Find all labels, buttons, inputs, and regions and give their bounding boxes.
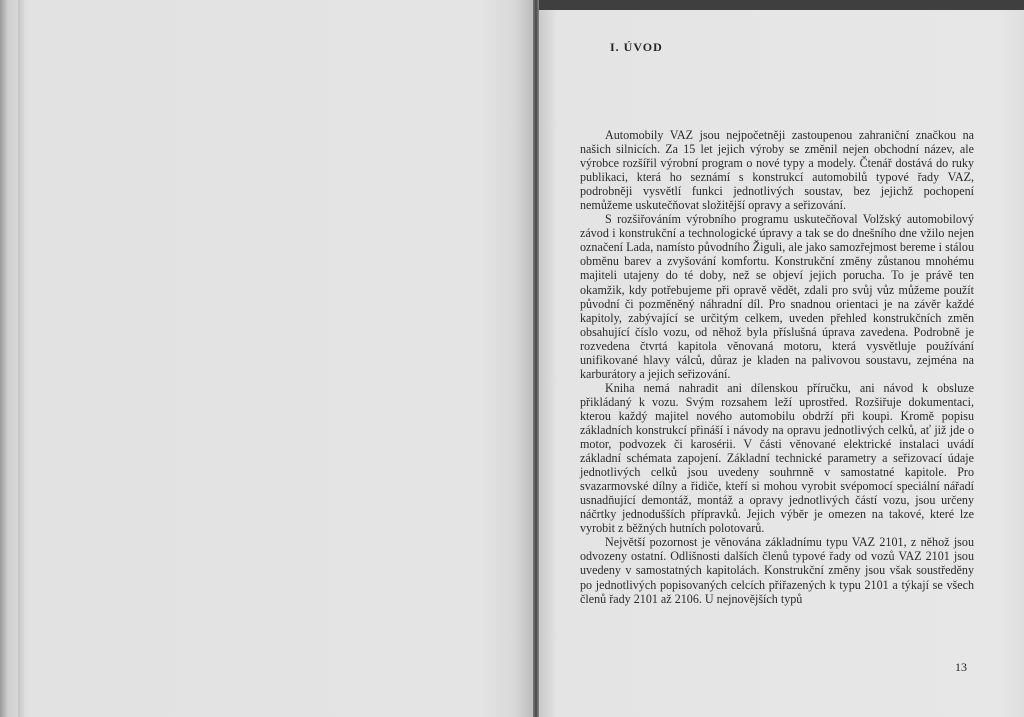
- paragraph-1: Automobily VAZ jsou nejpočetněji zastoupenou zahraniční značkou na našich silnicích. Za 15 let jejich výroby se změnil nejen obchodní název, ale výrobce rozšířil výrobní program o nové typy a modely. Čtenář dostává do ruky publikaci, která ho seznámí s konstrukcí automobilů typové řady VAZ, podrobněji vysvětlí funkci jednotlivých soustav, bez jejichž pochopení nemůžeme uskutečňovat složitější opravy a seřizování.: [580, 128, 974, 213]
- paragraph-3: Kniha nemá nahradit ani dílenskou příručku, ani návod k obsluze přikládaný k vozu. Svým rozsahem leží uprostřed. Rozšiřuje dokumentaci, kterou každý majitel nového automobilu obdrží při koupi. Kromě popisu základních konstrukcí přináší i návody na opravu jednotlivých celků, ať již jde o motor, podvozek či karosérii. V části věnované elektrické instalaci uvádí základní schémata zapojení. Základní technické parametry a seřizovací údaje jednotlivých celků jsou uvedeny souhrnně v samostatné kapitole. Pro svazarmovské dílny a řidiče, kteří si mohou vyrobit svépomocí speciální nářadí usnadňující demontáž, montáž a opravy jednotlivých částí vozu, jsou určeny náčrtky jednodušších přípravků. Jejich výběr je omezen na takové, které lze vyrobit z běžných hutních polotovarů.: [580, 380, 974, 536]
- chapter-title: I. ÚVOD: [610, 40, 663, 54]
- top-shadow-band: [539, 0, 1024, 10]
- body-text: [580, 128, 974, 606]
- paragraph-4: Největší pozornost je věnována základnímu typu VAZ 2101, z něhož jsou odvozeny ostatní. Odlišnosti dalších členů typové řady od vozů VAZ 2101 jsou uvedeny v samostatných kapitolách. Konstrukční změny jsou však soustředěny po jednotlivých popisovaných celcích přiřazených k typu 2101 a týkají se všech členů řady 2101 až 2106. U nejnovějších typů: [580, 535, 974, 606]
- page-number: 13: [955, 660, 967, 674]
- paragraph-2: S rozšiřováním výrobního programu uskutečňoval Volžský automobilový závod i konstrukční a technologické úpravy a tak se do dnešního dne vžilo nejen označení Lada, namísto původního Žiguli, ale jako samozřejmost bereme i stálou obměnu barev a zvyšování komfortu. Konstrukční změny zůstanou mnohému majiteli utajeny do té doby, než se objeví jejich porucha. To je právě ten okamžik, kdy potřebujeme při opravě vědět, zdali pro svůj vůz můžeme použít původní či pozměněný náhradní díl. Pro snadnou orientaci je na závěr každé kapitoly, zabývající se určitým celkem, uveden přehled konstrukčních změn obsahující číslo vozu, od něhož byla příslušná úprava zavedena. Podrobně je rozvedena čtvrtá kapitola věnovaná motoru, která vysvětluje používání unifikované hlavy válců, důraz je kladen na palivovou soustavu, zejména na karburátory a jejich seřizování.: [580, 212, 974, 381]
